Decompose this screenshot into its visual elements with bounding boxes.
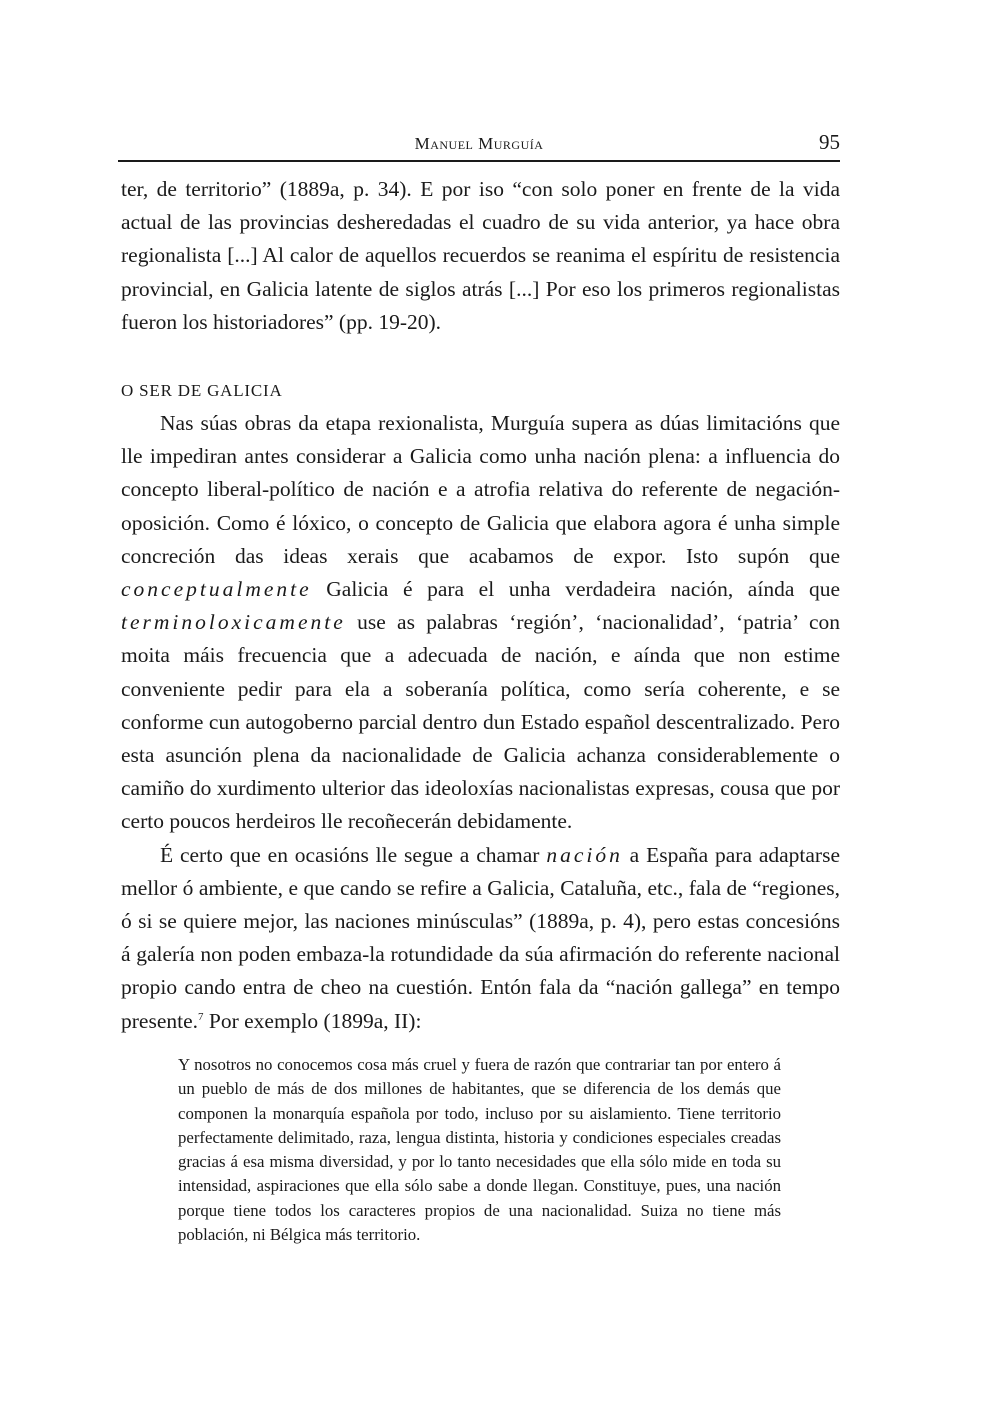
running-head — [118, 130, 840, 158]
page-number: 95 — [819, 130, 840, 154]
paragraph-text: use as palabras ‘región’, ‘nacionalidad’, ‘patria’ con moita máis frecuencia que a adecuada de nación, e aínda que non estime conveniente pedir para ela a soberanía política, como sería coherente, e se conforme cun autogoberno parcial dentro dun Estado español descentralizado. Pero esta asunción plena da nacionalidade de Galicia achanza considerablemente o camiño do xurdimento ulterior das ideoloxías nacionalistas expresas, cousa que por certo poucos herdeiros lle recoñecerán debidamente. — [121, 610, 840, 834]
paragraph-continued: ter, de territorio” (1889a, p. 34). E por iso “con solo poner en frente de la vida actual de las provincias desheredadas el cuadro de su vida anterior, ya hace obra regionalista [...] Al calor de aquellos recuerdos se reanima el espíritu de resistencia provincial, en Galicia latente de siglos atrás [...] Por eso los primeros regionalistas fueron los historiadores” (pp. 19-20). — [121, 177, 840, 334]
paragraph-text: É certo que en ocasións lle segue a chamar — [160, 842, 547, 867]
paragraph — [121, 407, 840, 839]
paragraph-text: Galicia é para el unha verdadeira nación, aínda que — [311, 577, 840, 602]
body-text — [121, 173, 840, 1038]
paragraph-text: a España para adaptarse mellor ó ambiente, e que cando se refire a Galicia, Cataluña, etc., fala de “regiones, ó si se quiere mejor, las naciones minúsculas” (1889a, p. 4), pero estas concesións á galería non poden embaza-la rotundidade da súa afirmación do referente nacional propio cando entra de cheo na cuestión. Entón fala da “nación gallega” en tempo presente. — [121, 842, 841, 1033]
header-rule — [118, 160, 840, 162]
emphasis-text: conceptualmente — [121, 577, 312, 602]
running-head-title: Manuel Murguía — [414, 134, 544, 153]
footnote-marker[interactable]: 7 — [198, 1010, 204, 1023]
section-heading: O SER DE GALICIA — [121, 381, 283, 401]
paragraph-text: Nas súas obras da etapa rexionalista, Murguía supera as dúas limitacións que lle impediran antes considerar a Galicia como unha nación plena: a influencia do concepto liberal-político de nación e a atrofia relativa do referente de negación-oposición. Como é lóxico, o concepto de Galicia que elabora agora é unha simple concreción das ideas xerais que acabamos de expor. Isto supón que — [121, 411, 840, 568]
emphasis-text: terminoloxicamente — [121, 610, 346, 635]
paragraph-text: Por exemplo (1899a, II): — [203, 1008, 422, 1033]
paragraph — [121, 839, 840, 1038]
block-quote: Y nosotros no conocemos cosa más cruel y fuera de razón que contrariar tan por entero á un pueblo de más de dos millones de habitantes, que se diferencia de los demás que componen la monarquía española por todo, incluso por su aislamiento. Tiene territorio perfectamente delimitado, raza, lengua distinta, historia y condiciones especiales creadas gracias á esa misma diversidad, y por lo tanto necesidades que ella sólo mide en toda su intensidad, aspiraciones que ella sólo sabe a donde llegan. Constituye, pues, una nación porque tiene todos los caracteres propios de una nacionalidad. Suiza no tiene más población, ni Bélgica más territorio. — [178, 1055, 781, 1245]
emphasis-text: nación — [546, 842, 623, 867]
